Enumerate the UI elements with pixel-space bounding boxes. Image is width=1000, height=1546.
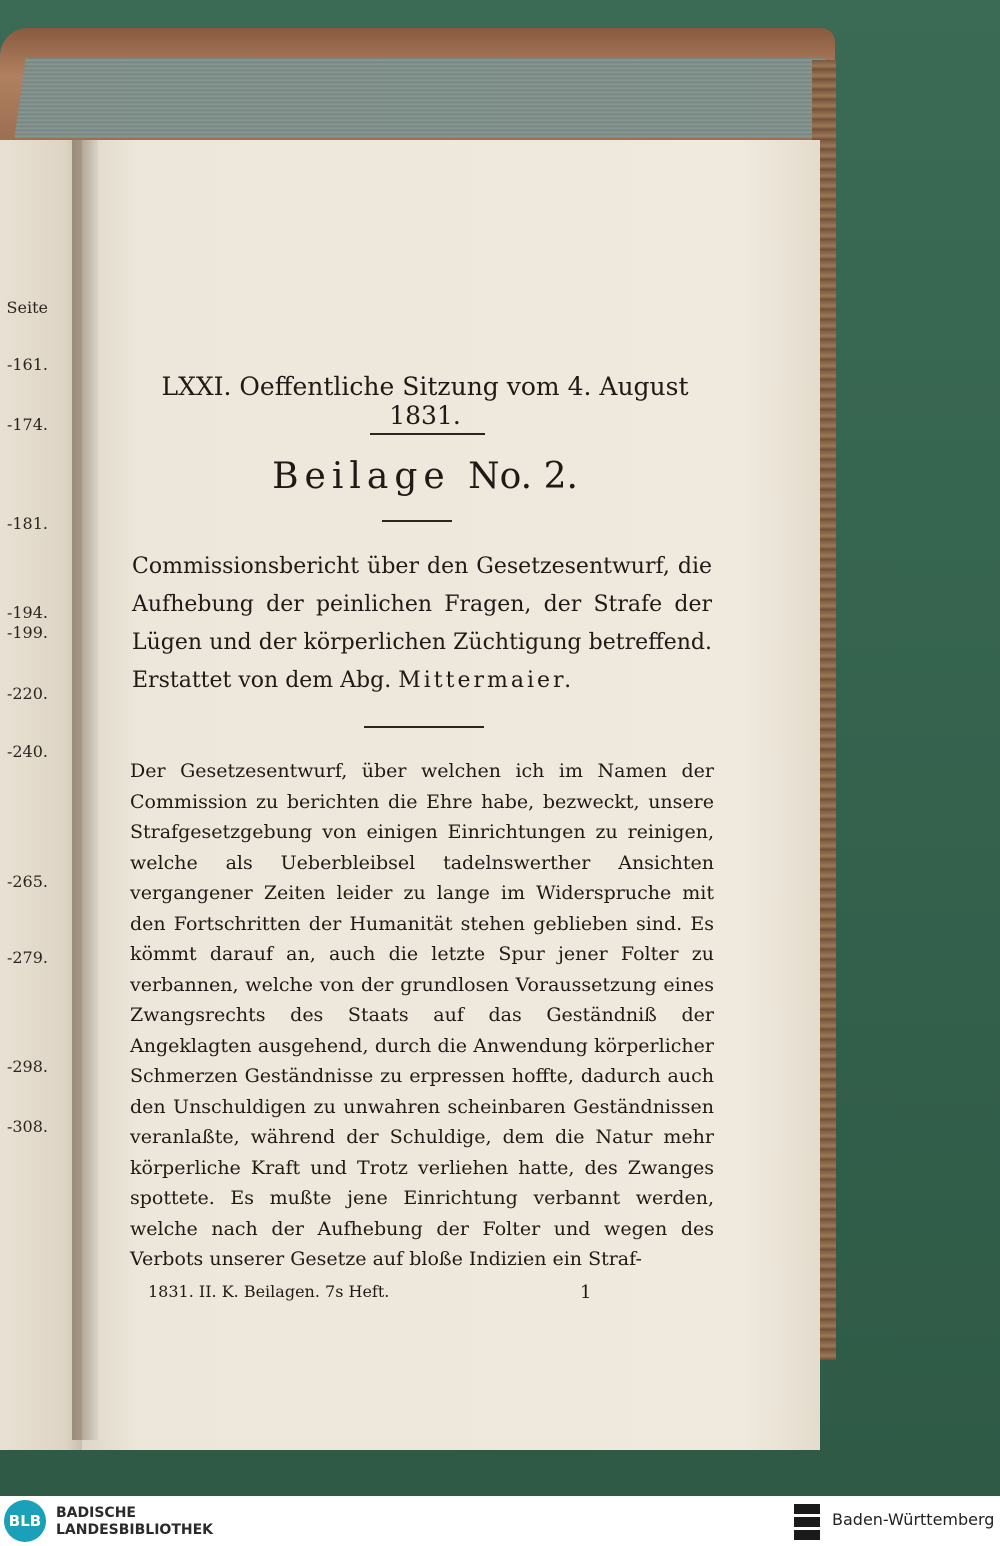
supplement-heading xyxy=(140,456,710,497)
left-page-heading: Seite xyxy=(6,298,48,317)
left-page-number: -194. xyxy=(6,603,48,622)
left-page-number: -181. xyxy=(6,514,48,533)
supplement-word: Beilage xyxy=(272,456,451,497)
report-title-text: Commissionsbericht über den Gesetzesentwurf, die Aufhebung der peinlichen Fragen, der Strafe der Lügen und der körperlichen Züchtigung betreffend. Erstattet von dem Abg. xyxy=(132,554,712,693)
left-page-number: -240. xyxy=(6,742,48,761)
left-page-number: -308. xyxy=(6,1117,48,1136)
body-text: Der Gesetzesentwurf, über welchen ich im Namen der Commission zu berichten die Ehre habe, bezweckt, unsere Strafgesetzgebung von einigen Einrichtungen zu reinigen, welche als Ueberbleibsel tadelnswerther Ansichten vergangener Zeiten leider zu lange im Widerspruche mit den Fortschritten der Humanität stehen geblieben sind. Es kömmt darauf an, auch die letzte Spur jener Folter zu verbannen, welche von der grundlosen Voraussetzung eines Zwangsrechts des Staats auf das Geständniß der Angeklagten ausgehend, durch die Anwendung körperlicher Schmerzen Geständnisse zu erpressen hoffte, dadurch auch den Unschuldigen zu unwahren scheinbaren Geständnissen veranlaßte, während der Schuldige, dem die Natur mehr körperliche Kraft und Trotz verliehen hatte, des Zwanges spottete. Es mußte jene Einrichtung verbannt werden, welche nach der Aufhebung der Folter und wegen des Verbots unserer Gesetze auf bloße Indizien ein Straf- xyxy=(130,760,714,1270)
blb-name-line2: LANDESBIBLIOTHEK xyxy=(56,1522,214,1538)
left-page-number: -220. xyxy=(6,684,48,703)
divider xyxy=(364,726,484,728)
left-page-number: -298. xyxy=(6,1057,48,1076)
report-author: Mittermaier. xyxy=(398,668,575,693)
divider xyxy=(370,433,485,435)
lions-icon xyxy=(792,1502,822,1542)
left-page xyxy=(0,140,82,1450)
page-footer xyxy=(148,1282,608,1301)
page-number: 1 xyxy=(580,1282,592,1303)
left-page-number: -279. xyxy=(6,948,48,967)
blb-name-line1: BADISCHE xyxy=(56,1505,136,1521)
supplement-number: No. 2. xyxy=(468,456,578,497)
bw-name: Baden-Württemberg xyxy=(832,1510,995,1529)
left-page-number: -199. xyxy=(6,623,48,642)
spine-shadow xyxy=(72,140,98,1440)
report-title xyxy=(132,548,712,700)
divider xyxy=(382,520,452,522)
left-page-number: -174. xyxy=(6,415,48,434)
left-page-number: -265. xyxy=(6,872,48,891)
printer-signature: 1831. II. K. Beilagen. 7s Heft. xyxy=(148,1282,390,1301)
page-edges xyxy=(14,58,825,138)
blb-name xyxy=(56,1505,213,1539)
left-page-number: -161. xyxy=(6,355,48,374)
blb-logo: BLB xyxy=(4,1500,46,1542)
session-header: LXXI. Oeffentliche Sitzung vom 4. August 1831. xyxy=(161,372,689,430)
